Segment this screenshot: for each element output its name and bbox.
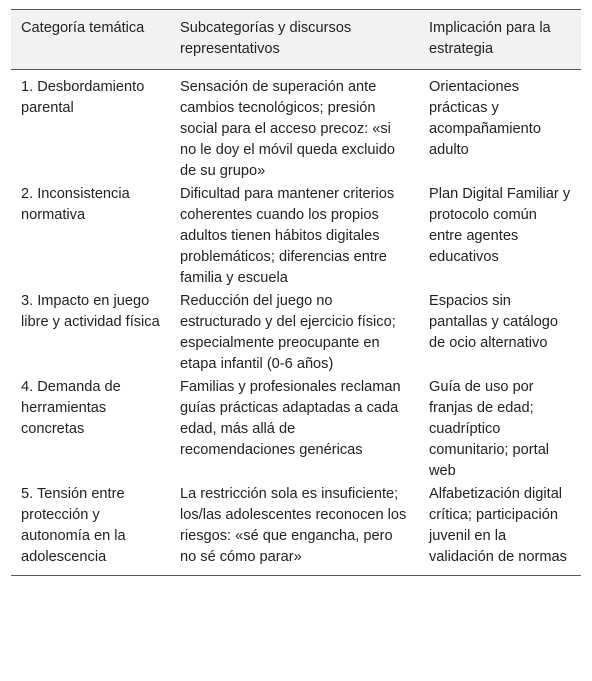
cell-category: 1. Desbordamiento parental [21, 79, 145, 116]
table-row [11, 70, 581, 184]
table-row [11, 483, 581, 576]
table-header [11, 10, 581, 70]
cell-subcategories: Sensación de superación ante cambios tecnológicos; presión social para el acceso precoz: «si no le doy el móvil queda excluido de su grupo» [180, 79, 395, 179]
cell-subcategories: La restricción sola es insuficiente; los/las adolescentes reconocen los riesgos: «sé que engancha, pero no sé cómo parar» [180, 486, 407, 565]
table-row [11, 183, 581, 290]
table-row [11, 376, 581, 483]
cell-category: 4. Demanda de herramientas concretas [21, 379, 121, 437]
cell-implication: Plan Digital Familiar y protocolo común entre agentes educativos [429, 186, 571, 265]
header-implication: Implicación para la estrategia [429, 20, 551, 57]
cell-implication: Alfabetización digital crítica; participación juvenil en la validación de normas [429, 486, 567, 565]
cell-category: 3. Impacto en juego libre y actividad física [21, 293, 160, 330]
cell-category: 5. Tensión entre protección y autonomía en la adolescencia [21, 486, 126, 565]
cell-implication: Guía de uso por franjas de edad; cuadríptico comunitario; portal web [429, 379, 550, 479]
cell-subcategories: Reducción del juego no estructurado y del ejercicio físico; especialmente preocupante en etapa infantil (0-6 años) [180, 293, 396, 372]
cell-implication: Espacios sin pantallas y catálogo de ocio alternativo [429, 293, 558, 351]
thematic-categories-table [11, 9, 581, 576]
header-category: Categoría temática [21, 20, 145, 36]
table-row [11, 290, 581, 376]
table-body [11, 70, 581, 576]
cell-implication: Orientaciones prácticas y acompañamiento adulto [429, 79, 541, 158]
header-subcategories: Subcategorías y discursos representativos [180, 20, 352, 57]
header-row [11, 10, 581, 70]
cell-subcategories: Dificultad para mantener criterios coherentes cuando los propios adultos tienen hábitos digitales problemáticos; diferencias entre familia y escuela [180, 186, 395, 286]
cell-category: 2. Inconsistencia normativa [21, 186, 130, 223]
cell-subcategories: Familias y profesionales reclaman guías prácticas adaptadas a cada edad, más allá de recomendaciones genéricas [180, 379, 401, 458]
